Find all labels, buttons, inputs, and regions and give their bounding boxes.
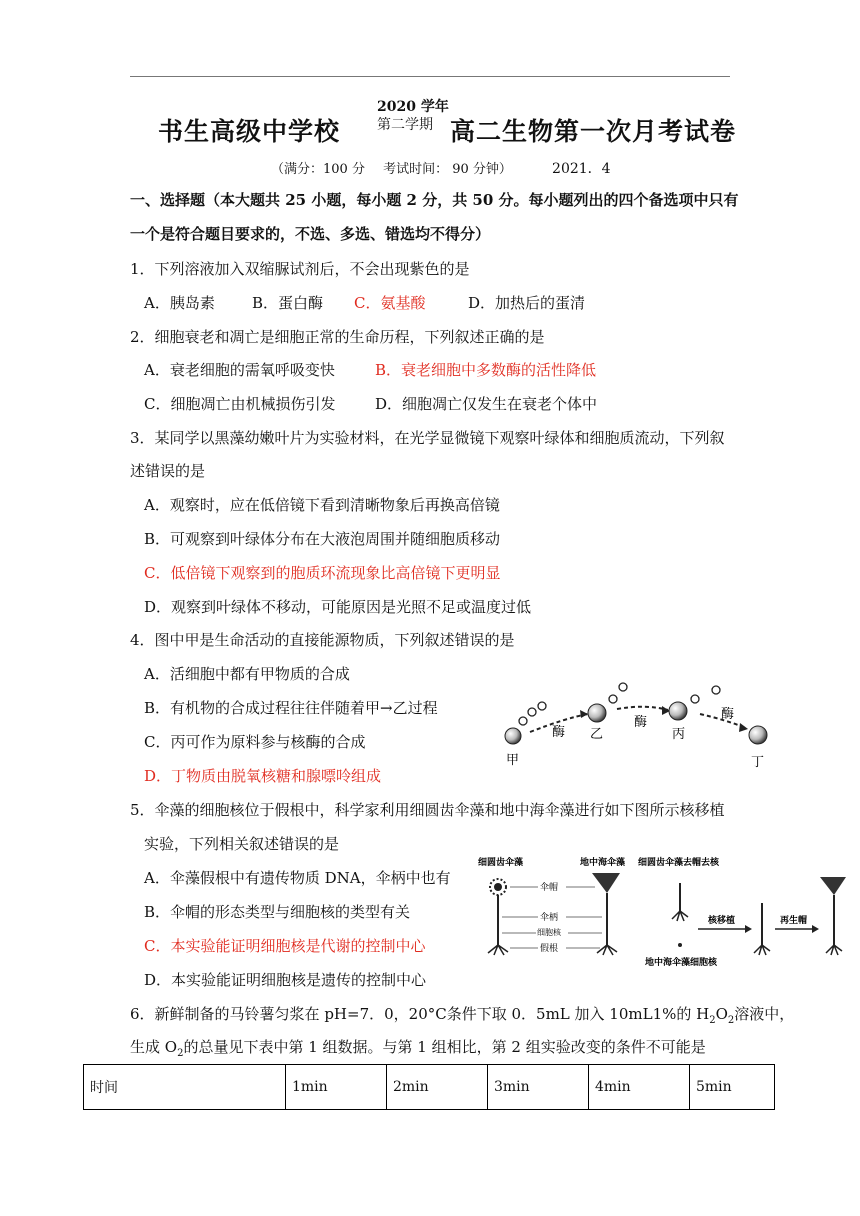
- q4-option-d: D．丁物质由脱氧核糖和腺嘌呤组成: [144, 767, 382, 785]
- q1-option-d: D．加热后的蛋清: [468, 294, 586, 312]
- arrowhead-1: [580, 710, 588, 718]
- table-header-4min: 4min: [589, 1065, 690, 1110]
- arrowhead-3: [739, 723, 748, 732]
- species-2-plant: [592, 873, 620, 955]
- school-year: [377, 98, 457, 134]
- section-heading-line-2: 一个是符合题目要求的，不选、多选、错选均不得分）: [130, 225, 491, 243]
- q4-option-b: B．有机物的合成过程往往伴随着甲→乙过程: [144, 699, 438, 717]
- year-line-1: 2020 学年: [377, 99, 449, 115]
- label-stalk: 伞柄: [540, 913, 559, 923]
- q2-option-a: A．衰老细胞的需氧呼吸变快: [144, 361, 335, 379]
- label-jia: 甲: [506, 753, 520, 768]
- q6-stem-line-1: [130, 1004, 794, 1031]
- reaction-arrow-2: [617, 707, 668, 710]
- recipient-plant: [754, 903, 770, 955]
- q6-sub-2: 2: [727, 1015, 735, 1026]
- table-header-1min: 1min: [286, 1065, 387, 1110]
- label-enzyme-3: 酶: [721, 707, 735, 722]
- label-transplant: 核移植: [708, 916, 736, 926]
- q5-option-b: B．伞帽的形态类型与细胞核的类型有关: [144, 903, 411, 921]
- exam-duration: 考试时间： 90 分钟）: [383, 162, 512, 177]
- q1-option-b: B．蛋白酶: [252, 294, 324, 312]
- table-header-3min: 3min: [488, 1065, 589, 1110]
- school-name: 书生高级中学校: [158, 117, 341, 146]
- q3-stem-line-1: 3．某同学以黑藻幼嫩叶片为实验材料，在光学显微镜下观察叶绿体和细胞质流动，下列叙: [130, 429, 725, 447]
- section-heading-line-1: 一、选择题（本大题共 25 小题，每小题 2 分，共 50 分。每小题列出的四个备选项中只有: [130, 191, 739, 209]
- q6-sub-3: 2: [177, 1048, 184, 1059]
- free-phosphate: [712, 686, 720, 694]
- molecule-yi: [588, 683, 627, 722]
- decapped-plant: [672, 883, 688, 921]
- label-step-title: 细圆齿伞藻去帽去核: [638, 858, 720, 868]
- q2-option-b: B．衰老细胞中多数酶的活性降低: [375, 361, 597, 379]
- q6-stem-2-post: 的总量见下表中第 1 组数据。与第 1 组相比，第 2 组实验改变的条件不可能是: [183, 1038, 706, 1056]
- label-rhizoid: 假根: [540, 944, 559, 954]
- label-enzyme-1: 酶: [552, 725, 566, 740]
- q6-stem-1-pre: 6．新鲜制备的马铃薯匀浆在 pH=7．0，20°C条件下取 0．5mL 加入 10mL1%的 H: [130, 1005, 710, 1023]
- label-bing: 丙: [672, 727, 686, 742]
- q5-option-c: C．本实验能证明细胞核是代谢的控制中心: [144, 937, 426, 955]
- label-species-1: 细圆齿伞藻: [478, 858, 524, 868]
- molecule-ding: [749, 726, 767, 744]
- q6-sub-1: 2: [709, 1015, 716, 1026]
- q3-option-d: D．观察到叶绿体不移动，可能原因是光照不足或温度过低: [144, 598, 532, 616]
- regrown-plant: [820, 877, 846, 955]
- label-donor-nucleus: 地中海伞藻细胞核: [645, 958, 718, 968]
- title-row: [0, 98, 860, 148]
- q6-stem-2-pre: 生成 O: [130, 1038, 178, 1056]
- q2-option-c: C．细胞凋亡由机械损伤引发: [144, 395, 336, 413]
- q4-option-a: A．活细胞中都有甲物质的合成: [144, 665, 350, 683]
- molecule-jia: [505, 702, 546, 744]
- table-row: [84, 1065, 775, 1110]
- q6-stem-1-post: 溶液中，: [734, 1005, 795, 1023]
- q4-option-c: C．丙可作为原料参与核酶的合成: [144, 733, 366, 751]
- q5-stem-line-2: 实验，下列相关叙述错误的是: [144, 835, 340, 853]
- q6-stem-1-mid: O: [715, 1005, 728, 1023]
- table-header-time: 时间: [84, 1065, 286, 1110]
- label-yi: 乙: [590, 727, 604, 742]
- q3-option-a: A．观察时，应在低倍镜下看到清晰物象后再换高倍镜: [144, 496, 500, 514]
- q1-option-a: A．胰岛素: [144, 294, 215, 312]
- q2-option-d: D．细胞凋亡仅发生在衰老个体中: [375, 395, 598, 413]
- q3-option-c: C．低倍镜下观察到的胞质环流现象比高倍镜下更明显: [144, 564, 501, 582]
- q6-stem-line-2: [130, 1037, 706, 1064]
- label-nucleus: 细胞核: [537, 928, 561, 937]
- molecule-bing: [669, 695, 699, 720]
- q3-option-b: B．可观察到叶绿体分布在大液泡周围并随细胞质移动: [144, 530, 501, 548]
- label-regrow: 再生帽: [780, 916, 808, 926]
- label-species-2: 地中海伞藻: [580, 858, 626, 868]
- label-cap: 伞帽: [540, 883, 559, 893]
- table-header-2min: 2min: [387, 1065, 488, 1110]
- exam-date: 2021．4: [552, 161, 611, 177]
- q1-option-c: C．氨基酸: [354, 294, 426, 312]
- q3-stem-line-2: 述错误的是: [130, 462, 206, 480]
- label-enzyme-2: 酶: [634, 715, 648, 730]
- q6-data-table: [83, 1064, 775, 1110]
- q5-stem-line-1: 5．伞藻的细胞核位于假根中，科学家利用细圆齿伞藻和地中海伞藻进行如下图所示核移植: [130, 801, 725, 819]
- q5-option-a: A．伞藻假根中有遗传物质 DNA，伞柄中也有: [144, 869, 451, 887]
- label-ding: 丁: [751, 755, 765, 770]
- atp-hydrolysis-figure: [496, 676, 786, 772]
- q5-option-d: D．本实验能证明细胞核是遗传的控制中心: [144, 971, 427, 989]
- full-score: （满分：100 分: [271, 162, 365, 177]
- q1-stem: 1．下列溶液加入双缩脲试剂后，不会出现紫色的是: [130, 260, 470, 278]
- donor-nucleus-dot: [678, 943, 682, 947]
- header-rule: [130, 76, 730, 77]
- table-header-5min: 5min: [690, 1065, 775, 1110]
- exam-title: 高二生物第一次月考试卷: [450, 117, 737, 146]
- acetabularia-transplant-figure: [470, 853, 850, 973]
- transplant-arrowhead: [745, 925, 752, 933]
- q4-stem: 4．图中甲是生命活动的直接能源物质，下列叙述错误的是: [130, 631, 515, 649]
- year-line-2: 第二学期: [377, 117, 433, 133]
- q2-stem: 2．细胞衰老和凋亡是细胞正常的生命历程，下列叙述正确的是: [130, 328, 545, 346]
- regrow-arrowhead: [812, 925, 819, 933]
- exam-meta: [271, 158, 625, 178]
